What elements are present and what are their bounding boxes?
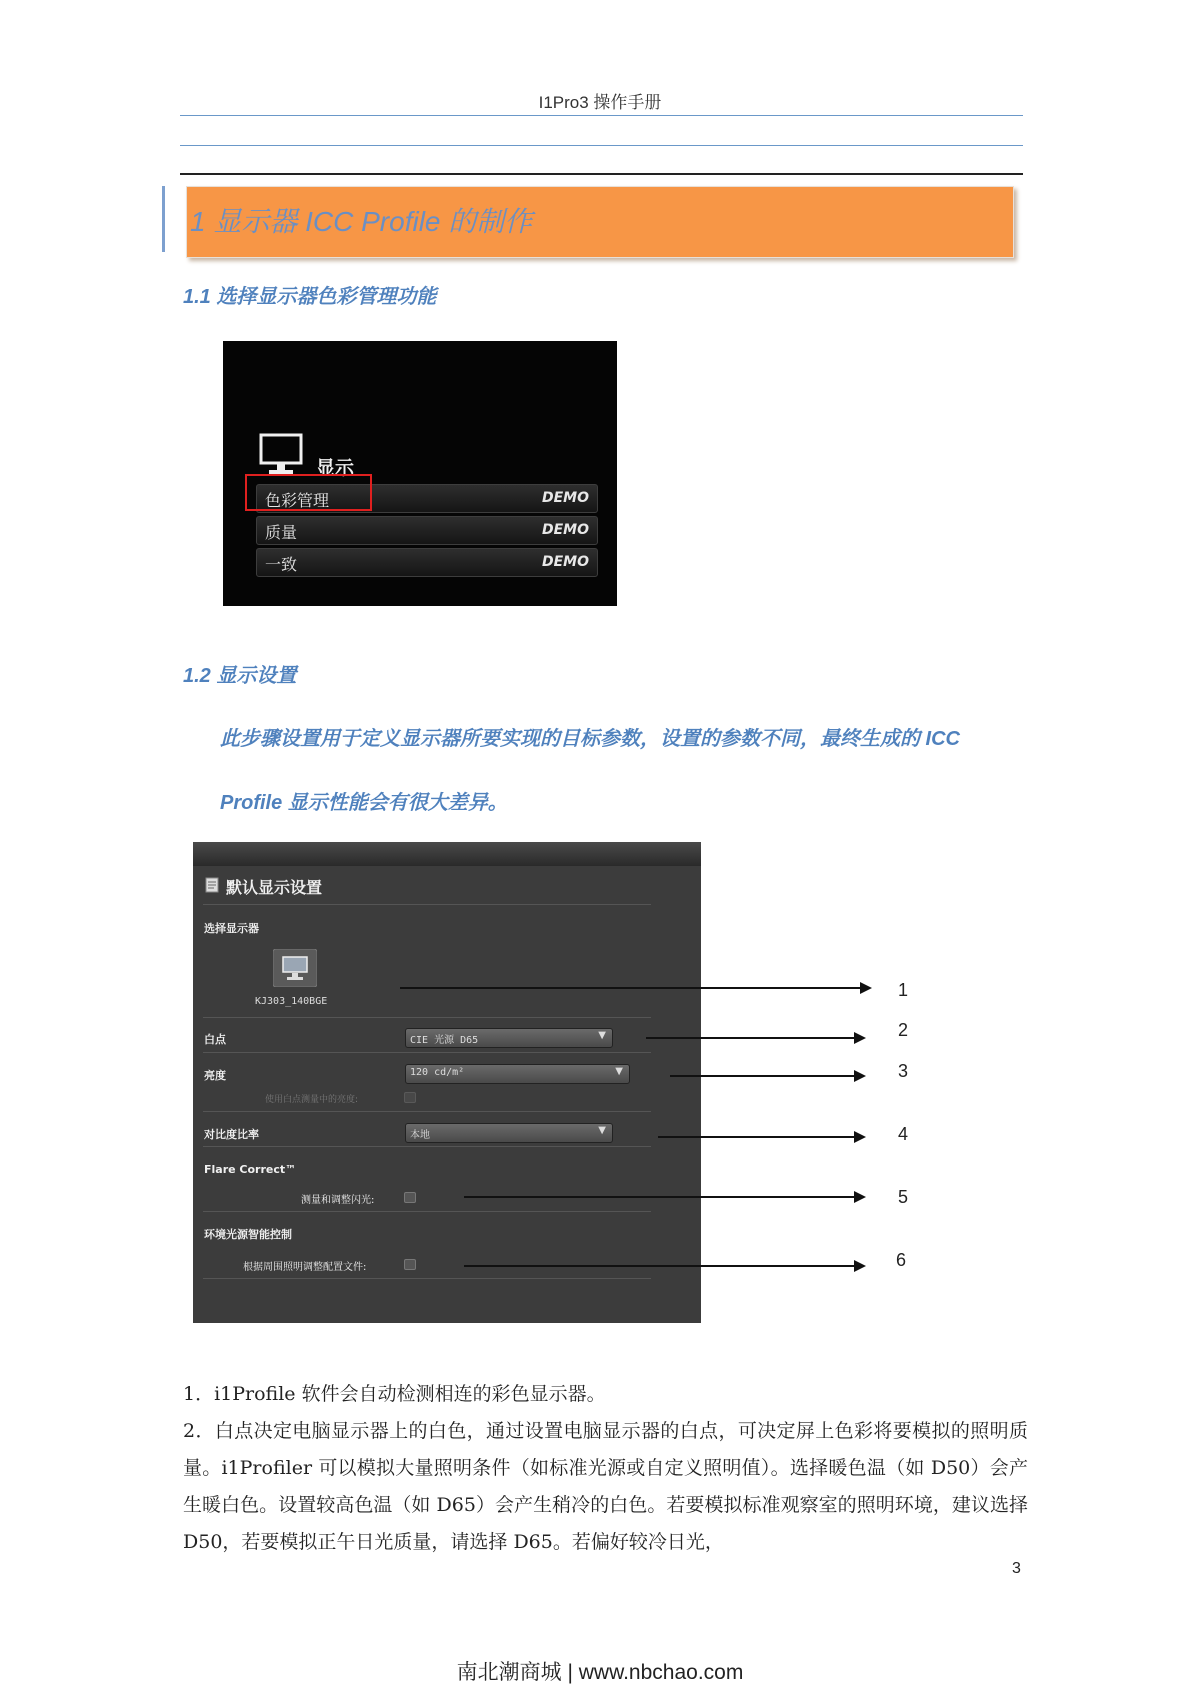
use-measured-label: 使用白点测量中的亮度:	[265, 1095, 359, 1105]
callout-number-4: 4	[898, 1124, 909, 1144]
paragraph-2: 2．白点决定电脑显示器上的白色，通过设置电脑显示器的白点，可决定屏上色彩将要模拟的照明质量。i1Profiler 可以模拟大量照明条件（如标准光源或自定义照明值）。选择暖色温（如 D50）会产生暖白色。设置较高色温（如 D65）会产生稍冷的白色。若要模拟标准观察室的照明环境，建议选择 D50，若要模拟正午日光质量，请选择 D65。若偏好较冷日光，	[183, 1420, 1028, 1553]
heading-accent-bar	[162, 186, 165, 252]
flare-checkbox[interactable]	[404, 1192, 416, 1203]
section-intro-line-2: Profile 显示性能会有很大差异。	[220, 792, 508, 814]
callout-arrow-6	[464, 1265, 856, 1267]
use-measured-checkbox[interactable]	[404, 1092, 416, 1103]
divider	[203, 1111, 651, 1112]
demo-badge: DEMO	[541, 554, 589, 570]
ambient-option-label: 根据周围照明调整配置文件:	[243, 1262, 367, 1273]
settings-toolbar	[193, 842, 701, 866]
callout-arrow-3	[670, 1075, 856, 1077]
callout-number-3: 3	[898, 1061, 909, 1081]
menu-heading: 显示	[316, 457, 355, 479]
settings-doc-icon	[205, 877, 219, 897]
header-rule-3	[180, 173, 1023, 175]
section-1-1-title: 1.1 选择显示器色彩管理功能	[183, 286, 437, 308]
menu-item-label: 一致	[265, 555, 298, 574]
menu-screenshot	[223, 341, 617, 606]
display-name: KJ303_140BGE	[255, 996, 328, 1007]
section-intro-line-1: 此步骤设置用于定义显示器所要实现的目标参数，设置的参数不同，最终生成的 ICC	[220, 728, 960, 750]
callout-arrow-5	[464, 1196, 856, 1198]
luminance-value: 120 cd/m²	[410, 1067, 465, 1078]
divider	[203, 1017, 651, 1018]
menu-item-quality[interactable]	[256, 516, 598, 545]
running-header: I1Pro3 操作手册	[538, 93, 662, 112]
white-point-value: CIE 光源 D65	[410, 1035, 479, 1046]
display-icon[interactable]	[273, 949, 317, 991]
callout-number-6: 6	[896, 1250, 907, 1270]
flare-option-label: 测量和调整闪光:	[301, 1195, 375, 1206]
contrast-dropdown[interactable]	[405, 1123, 613, 1143]
callout-arrow-4	[658, 1136, 856, 1138]
callout-number-2: 2	[898, 1020, 909, 1040]
chevron-down-icon: ▼	[598, 1125, 606, 1136]
chevron-down-icon: ▼	[615, 1066, 623, 1077]
section-1-2-title: 1.2 显示设置	[183, 665, 297, 687]
header-rule-2	[180, 145, 1023, 146]
white-point-dropdown[interactable]	[405, 1028, 613, 1048]
ambient-checkbox[interactable]	[404, 1259, 416, 1270]
flare-correct-label: Flare Correct™	[204, 1163, 297, 1176]
contrast-label: 对比度比率	[204, 1128, 259, 1141]
callout-number-5: 5	[898, 1187, 909, 1207]
callout-arrow-1	[400, 987, 862, 989]
header-rule	[180, 115, 1023, 116]
arrowhead-icon	[854, 1260, 866, 1272]
menu-item-label: 质量	[265, 523, 298, 542]
contrast-value: 本地	[410, 1130, 430, 1141]
demo-badge: DEMO	[541, 490, 589, 506]
divider	[203, 1146, 651, 1147]
settings-screenshot	[193, 842, 701, 1323]
chevron-down-icon: ▼	[598, 1030, 606, 1041]
divider	[203, 1211, 651, 1212]
section-1-title: 1 显示器 ICC Profile 的制作	[190, 206, 533, 237]
arrowhead-icon	[854, 1070, 866, 1082]
callout-number-1: 1	[898, 980, 909, 1000]
white-point-label: 白点	[204, 1033, 226, 1046]
settings-title: 默认显示设置	[226, 878, 323, 897]
footer-brand[interactable]: 南北潮商城 | www.nbchao.com	[456, 1661, 744, 1684]
divider	[203, 904, 651, 905]
ambient-label: 环境光源智能控制	[204, 1228, 292, 1241]
arrowhead-icon	[860, 982, 872, 994]
menu-item-consistency[interactable]	[256, 548, 598, 577]
select-display-label: 选择显示器	[204, 922, 259, 935]
arrowhead-icon	[854, 1191, 866, 1203]
arrowhead-icon	[854, 1032, 866, 1044]
paragraph-1: 1．i1Profile 软件会自动检测相连的彩色显示器。	[183, 1383, 606, 1405]
divider	[203, 1278, 651, 1279]
page-number: 3	[1012, 1560, 1021, 1577]
callout-arrow-2	[646, 1037, 856, 1039]
menu-item-label: 色彩管理	[265, 491, 330, 510]
demo-badge: DEMO	[541, 522, 589, 538]
luminance-label: 亮度	[204, 1069, 226, 1082]
arrowhead-icon	[854, 1131, 866, 1143]
luminance-dropdown[interactable]	[405, 1064, 630, 1084]
highlight-box	[245, 474, 372, 511]
divider	[203, 1052, 651, 1053]
